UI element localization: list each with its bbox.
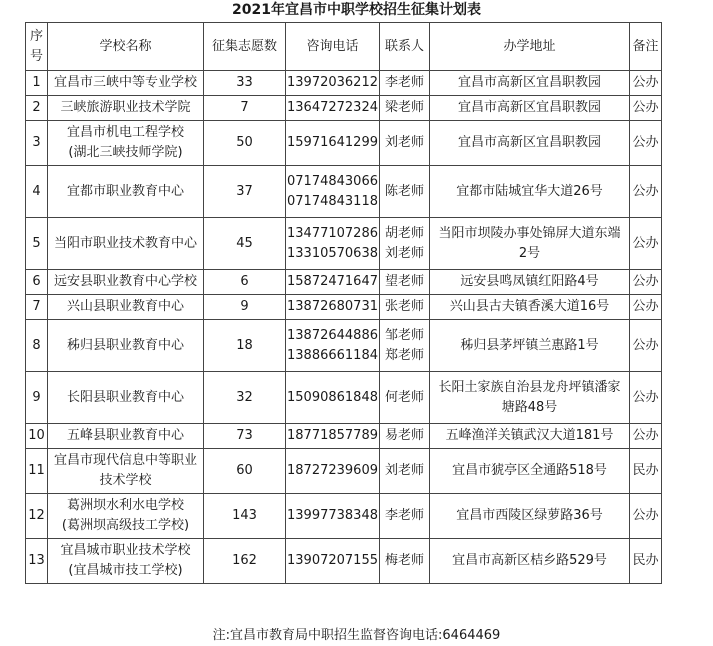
cell-no: 1 <box>26 71 48 96</box>
cell-phone <box>286 449 380 494</box>
cell-contact-line: 望老师 <box>384 274 424 289</box>
cell-no: 9 <box>26 372 48 424</box>
table-row <box>26 372 662 424</box>
cell-school <box>48 218 204 270</box>
cell-remark: 公办 <box>630 218 662 270</box>
table-body <box>26 71 662 584</box>
cell-remark: 公办 <box>630 270 662 295</box>
cell-address-line: 远安县鸣凤镇红阳路4号 <box>460 274 599 289</box>
cell-phone <box>286 71 380 96</box>
cell-quota: 33 <box>204 71 286 96</box>
cell-contact <box>380 295 430 320</box>
cell-address-line: 宜昌市高新区桔乡路529号 <box>452 553 607 568</box>
cell-no: 5 <box>26 218 48 270</box>
cell-remark: 公办 <box>630 121 662 166</box>
cell-school-line: 宜都市职业教育中心 <box>66 183 184 199</box>
cell-school-line: (湖北三峡技师学院) <box>68 145 183 160</box>
cell-remark: 公办 <box>630 494 662 539</box>
cell-address <box>430 372 630 424</box>
cell-quota: 162 <box>204 539 286 584</box>
cell-school-line: (葛洲坝高级技工学校) <box>61 518 190 533</box>
cell-phone-line: 13872680731 <box>287 299 378 314</box>
table-row <box>26 218 662 270</box>
cell-address <box>430 494 630 539</box>
cell-school <box>48 96 204 121</box>
cell-contact-line: 胡老师 <box>384 225 424 241</box>
cell-phone-line: 07174843066 <box>287 173 378 189</box>
cell-remark: 公办 <box>630 424 662 449</box>
cell-contact <box>380 166 430 218</box>
cell-school-line: 技术学校 <box>99 473 152 488</box>
cell-phone-line: 18771857789 <box>287 428 378 443</box>
cell-address <box>430 320 630 372</box>
cell-contact-line: 李老师 <box>384 75 424 90</box>
cell-contact-line: 梅老师 <box>384 553 424 568</box>
cell-no: 6 <box>26 270 48 295</box>
cell-school <box>48 121 204 166</box>
cell-contact <box>380 270 430 295</box>
table-row <box>26 449 662 494</box>
cell-quota: 37 <box>204 166 286 218</box>
cell-school-line: 远安县职业教育中心学校 <box>53 274 197 289</box>
cell-school-line: 宜昌城市职业技术学校 <box>60 543 191 558</box>
cell-school-line: 秭归县职业教育中心 <box>66 337 184 353</box>
cell-contact-line: 刘老师 <box>384 245 424 261</box>
cell-contact <box>380 372 430 424</box>
table-row <box>26 494 662 539</box>
cell-phone <box>286 121 380 166</box>
cell-school <box>48 166 204 218</box>
cell-remark: 公办 <box>630 295 662 320</box>
cell-address-line: 秭归县茅坪镇兰惠路1号 <box>460 337 599 353</box>
cell-no: 4 <box>26 166 48 218</box>
cell-school <box>48 449 204 494</box>
cell-phone <box>286 494 380 539</box>
cell-contact-line: 易老师 <box>384 428 424 443</box>
table-row <box>26 539 662 584</box>
cell-phone-line: 13477107286 <box>287 225 378 241</box>
cell-school-line: 葛洲坝水利水电学校 <box>66 498 184 513</box>
cell-address <box>430 539 630 584</box>
cell-address-line: 2号 <box>518 245 541 261</box>
footnote: 注:宜昌市教育局中职招生监督咨询电话:6464469 <box>212 628 501 643</box>
cell-address <box>430 96 630 121</box>
cell-address <box>430 295 630 320</box>
cell-school-line: 长阳县职业教育中心 <box>66 389 184 405</box>
cell-no: 7 <box>26 295 48 320</box>
cell-phone <box>286 424 380 449</box>
table-row <box>26 320 662 372</box>
header-remark: 备注 <box>630 23 662 71</box>
cell-school <box>48 424 204 449</box>
cell-phone <box>286 270 380 295</box>
cell-school <box>48 372 204 424</box>
cell-quota: 73 <box>204 424 286 449</box>
cell-address-line: 宜昌市西陵区绿萝路36号 <box>456 508 603 523</box>
cell-quota: 60 <box>204 449 286 494</box>
cell-quota: 6 <box>204 270 286 295</box>
header-contact: 联系人 <box>380 23 430 71</box>
header-phone: 咨询电话 <box>286 23 380 71</box>
cell-school <box>48 270 204 295</box>
cell-contact-line: 陈老师 <box>384 183 424 199</box>
table-row <box>26 270 662 295</box>
cell-phone <box>286 320 380 372</box>
cell-contact <box>380 494 430 539</box>
cell-contact <box>380 539 430 584</box>
cell-contact-line: 张老师 <box>384 299 424 314</box>
cell-address-line: 长阳土家族自治县龙舟坪镇潘家 <box>438 379 621 395</box>
cell-remark: 公办 <box>630 71 662 96</box>
cell-contact <box>380 96 430 121</box>
enrollment-table <box>25 22 662 584</box>
cell-contact <box>380 424 430 449</box>
cell-phone <box>286 96 380 121</box>
header-school: 学校名称 <box>48 23 204 71</box>
cell-school-line: 三峡旅游职业技术学院 <box>60 100 191 115</box>
cell-phone-line: 15872471647 <box>287 274 378 289</box>
cell-address-line: 当阳市坝陵办事处锦屏大道东端 <box>438 225 621 241</box>
cell-no: 11 <box>26 449 48 494</box>
cell-phone <box>286 166 380 218</box>
cell-phone-line: 18727239609 <box>287 463 378 478</box>
cell-quota: 45 <box>204 218 286 270</box>
cell-address <box>430 270 630 295</box>
cell-contact-line: 何老师 <box>384 389 424 405</box>
cell-quota: 18 <box>204 320 286 372</box>
cell-phone-line: 13310570638 <box>287 245 378 261</box>
cell-address <box>430 71 630 96</box>
cell-contact <box>380 449 430 494</box>
cell-phone-line: 13647272324 <box>287 100 378 115</box>
table-row <box>26 295 662 320</box>
cell-quota: 50 <box>204 121 286 166</box>
cell-phone-line: 15971641299 <box>287 135 378 150</box>
cell-address-line: 宜昌市高新区宜昌职教园 <box>457 75 601 90</box>
cell-school-line: 五峰县职业教育中心 <box>66 428 184 443</box>
cell-phone-line: 13907207155 <box>287 553 378 568</box>
cell-phone <box>286 539 380 584</box>
cell-address <box>430 121 630 166</box>
cell-remark: 公办 <box>630 372 662 424</box>
cell-address-line: 塘路48号 <box>501 399 558 415</box>
table-row <box>26 71 662 96</box>
header-no: 序 号 <box>26 23 48 71</box>
cell-phone-line: 13886661184 <box>287 347 378 363</box>
cell-contact-line: 郑老师 <box>384 347 424 363</box>
cell-quota: 143 <box>204 494 286 539</box>
cell-phone-line: 13872644886 <box>287 327 378 343</box>
cell-quota: 32 <box>204 372 286 424</box>
cell-contact <box>380 320 430 372</box>
cell-contact <box>380 218 430 270</box>
cell-school-line: 宜昌市三峡中等专业学校 <box>53 75 197 90</box>
cell-school <box>48 320 204 372</box>
cell-quota: 7 <box>204 96 286 121</box>
cell-contact-line: 邹老师 <box>384 327 424 343</box>
header-row <box>26 23 662 71</box>
page-title: 2021年宜昌市中职学校招生征集计划表 <box>232 2 481 18</box>
cell-school <box>48 71 204 96</box>
cell-contact <box>380 71 430 96</box>
cell-school-line: 当阳市职业技术教育中心 <box>53 235 197 251</box>
cell-remark: 民办 <box>630 539 662 584</box>
table-row <box>26 166 662 218</box>
cell-address-line: 兴山县古夫镇香溪大道16号 <box>449 299 610 314</box>
cell-school <box>48 539 204 584</box>
cell-address-line: 宜昌市高新区宜昌职教园 <box>457 135 601 150</box>
cell-address-line: 宜都市陆城宜华大道26号 <box>456 183 603 199</box>
cell-no: 13 <box>26 539 48 584</box>
cell-contact-line: 刘老师 <box>384 463 424 478</box>
table-row <box>26 424 662 449</box>
cell-contact-line: 梁老师 <box>384 100 424 115</box>
cell-school-line: 宜昌市机电工程学校 <box>66 125 184 140</box>
cell-school-line: 兴山县职业教育中心 <box>66 299 184 314</box>
cell-contact-line: 李老师 <box>384 508 424 523</box>
cell-address-line: 五峰渔洋关镇武汉大道181号 <box>445 428 614 443</box>
cell-phone-line: 13972036212 <box>287 75 378 90</box>
cell-no: 12 <box>26 494 48 539</box>
cell-address <box>430 218 630 270</box>
cell-school-line: (宜昌城市技工学校) <box>68 563 183 578</box>
cell-school <box>48 295 204 320</box>
cell-remark: 公办 <box>630 96 662 121</box>
cell-phone <box>286 295 380 320</box>
header-quota: 征集志愿数 <box>204 23 286 71</box>
cell-address-line: 宜昌市高新区宜昌职教园 <box>457 100 601 115</box>
cell-address <box>430 166 630 218</box>
table-row <box>26 121 662 166</box>
header-address: 办学地址 <box>430 23 630 71</box>
cell-no: 3 <box>26 121 48 166</box>
cell-phone-line: 13997738348 <box>287 508 378 523</box>
cell-contact-line: 刘老师 <box>384 135 424 150</box>
cell-remark: 公办 <box>630 166 662 218</box>
cell-no: 8 <box>26 320 48 372</box>
cell-address <box>430 424 630 449</box>
cell-no: 2 <box>26 96 48 121</box>
cell-phone <box>286 218 380 270</box>
cell-remark: 民办 <box>630 449 662 494</box>
cell-phone <box>286 372 380 424</box>
table-row <box>26 96 662 121</box>
cell-school-line: 宜昌市现代信息中等职业 <box>53 453 197 468</box>
cell-contact <box>380 121 430 166</box>
cell-address-line: 宜昌市猇亭区全通路518号 <box>452 463 607 478</box>
cell-school <box>48 494 204 539</box>
cell-address <box>430 449 630 494</box>
cell-remark: 公办 <box>630 320 662 372</box>
cell-phone-line: 15090861848 <box>287 389 378 405</box>
cell-phone-line: 07174843118 <box>287 193 378 209</box>
cell-quota: 9 <box>204 295 286 320</box>
cell-no: 10 <box>26 424 48 449</box>
